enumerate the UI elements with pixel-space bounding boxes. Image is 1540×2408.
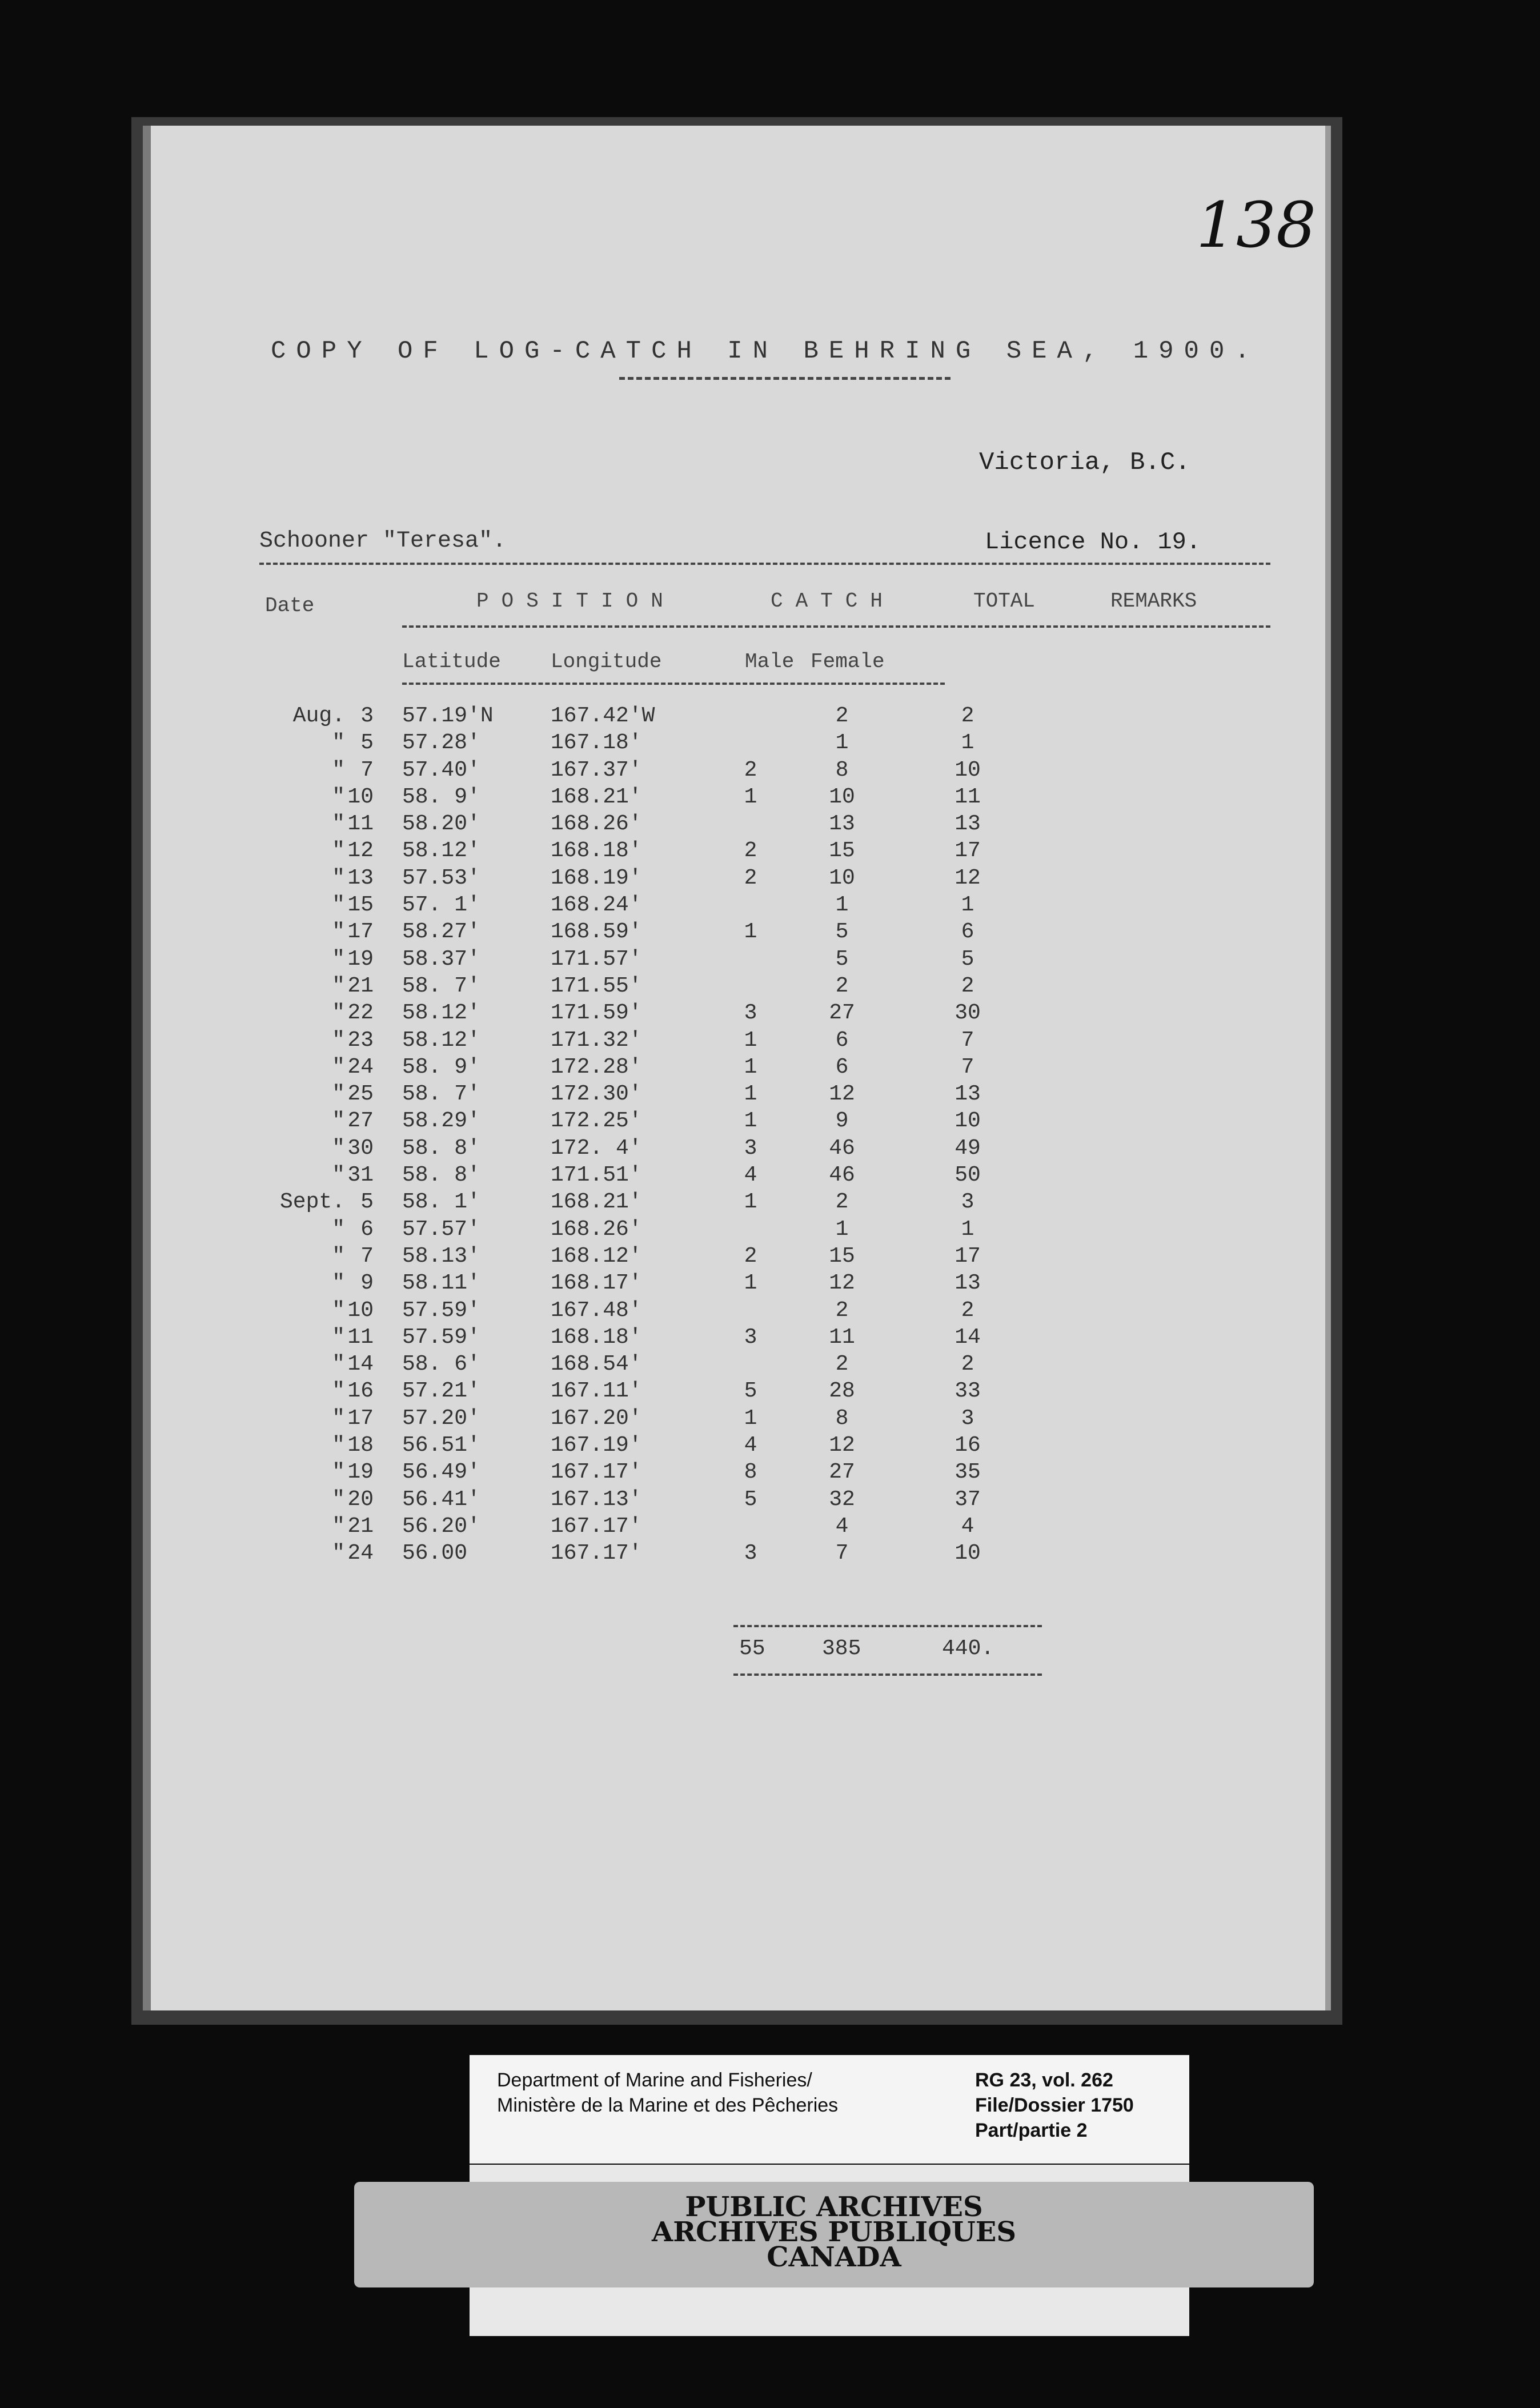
row-day: 21 — [347, 973, 374, 998]
row-day: 24 — [347, 1541, 374, 1566]
row-female: 5 — [835, 946, 849, 972]
table-row — [151, 947, 1325, 974]
row-month: " — [332, 920, 345, 945]
row-male: 1 — [744, 1190, 757, 1215]
row-male: 1 — [744, 920, 757, 945]
row-longitude: 168.24' — [551, 893, 642, 918]
row-day: 13 — [347, 865, 374, 890]
table-row — [151, 1001, 1325, 1028]
row-longitude: 172.30' — [551, 1082, 642, 1107]
row-male: 1 — [744, 1271, 757, 1296]
row-longitude: 168.18' — [551, 1325, 642, 1350]
row-month: " — [332, 1487, 345, 1512]
row-total: 33 — [955, 1379, 981, 1404]
row-day: 3 — [360, 704, 374, 728]
row-longitude: 168.59' — [551, 920, 642, 945]
table-row — [151, 785, 1325, 812]
log-table-body — [151, 704, 1325, 1568]
header-date: Date — [265, 594, 315, 617]
row-latitude: 57.59' — [402, 1325, 480, 1350]
stamp-line-2: ARCHIVES PUBLIQUES — [652, 2216, 1016, 2248]
row-total: 2 — [961, 704, 974, 728]
row-longitude: 171.55' — [551, 973, 642, 998]
table-row — [151, 866, 1325, 893]
row-longitude: 168.21' — [551, 1190, 642, 1215]
row-latitude: 56.00 — [402, 1541, 468, 1566]
row-latitude: 58.11' — [402, 1271, 480, 1296]
row-month: " — [332, 973, 345, 998]
row-month: " — [332, 1406, 345, 1431]
row-longitude: 167.17' — [551, 1460, 642, 1485]
row-female: 2 — [835, 704, 849, 728]
row-female: 13 — [829, 812, 855, 837]
row-latitude: 56.41' — [402, 1487, 480, 1512]
row-day: 10 — [347, 784, 374, 809]
row-month: " — [332, 812, 345, 837]
row-total: 17 — [955, 1243, 981, 1269]
header-male: Male — [745, 650, 795, 673]
table-row — [151, 838, 1325, 865]
row-female: 46 — [829, 1163, 855, 1188]
table-row — [151, 758, 1325, 785]
row-month: " — [332, 1109, 345, 1134]
table-row — [151, 1298, 1325, 1325]
row-total: 2 — [961, 1298, 974, 1323]
row-female: 6 — [835, 1054, 849, 1079]
row-latitude: 58. 8' — [402, 1135, 480, 1161]
row-day: 10 — [347, 1298, 374, 1323]
row-male: 5 — [744, 1487, 757, 1512]
row-total: 10 — [955, 1109, 981, 1134]
row-female: 46 — [829, 1135, 855, 1161]
row-female: 15 — [829, 838, 855, 864]
row-day: 9 — [360, 1271, 374, 1296]
row-longitude: 168.18' — [551, 838, 642, 864]
row-month: " — [332, 1433, 345, 1458]
row-male: 8 — [744, 1460, 757, 1485]
row-month: " — [332, 757, 345, 782]
row-total: 4 — [961, 1514, 974, 1539]
header-female: Female — [811, 650, 885, 673]
row-month: " — [332, 731, 345, 756]
row-total: 3 — [961, 1406, 974, 1431]
row-month: " — [332, 1298, 345, 1323]
row-latitude: 57.28' — [402, 731, 480, 756]
row-day: 21 — [347, 1514, 374, 1539]
table-row — [151, 1352, 1325, 1379]
header-longitude: Longitude — [551, 650, 662, 673]
table-row — [151, 1487, 1325, 1514]
table-row — [151, 1460, 1325, 1487]
row-female: 32 — [829, 1487, 855, 1512]
row-month: " — [332, 1514, 345, 1539]
table-row — [151, 1244, 1325, 1271]
row-day: 17 — [347, 920, 374, 945]
licence-number: Licence No. 19. — [985, 528, 1201, 556]
row-female: 12 — [829, 1271, 855, 1296]
row-total: 7 — [961, 1028, 974, 1053]
row-day: 20 — [347, 1487, 374, 1512]
header-top-rule — [259, 563, 1270, 565]
row-latitude: 58. 6' — [402, 1352, 480, 1377]
table-row — [151, 893, 1325, 920]
row-latitude: 57.57' — [402, 1217, 480, 1242]
row-longitude: 168.26' — [551, 1217, 642, 1242]
row-total: 49 — [955, 1135, 981, 1161]
row-male: 4 — [744, 1433, 757, 1458]
row-month: " — [332, 1379, 345, 1404]
row-longitude: 171.57' — [551, 946, 642, 972]
row-day: 14 — [347, 1352, 374, 1377]
row-latitude: 58.12' — [402, 1028, 480, 1053]
row-month: " — [332, 1054, 345, 1079]
row-latitude: 58.13' — [402, 1243, 480, 1269]
table-row — [151, 1271, 1325, 1298]
row-male: 3 — [744, 1541, 757, 1566]
totals-top-rule — [733, 1625, 1042, 1627]
header-mid-rule — [402, 625, 1270, 628]
record-group: RG 23, vol. 262 — [975, 2069, 1113, 2091]
row-male: 1 — [744, 1054, 757, 1079]
row-female: 8 — [835, 1406, 849, 1431]
row-longitude: 172. 4' — [551, 1135, 642, 1161]
row-day: 31 — [347, 1163, 374, 1188]
row-month: " — [332, 1271, 345, 1296]
row-male: 1 — [744, 1109, 757, 1134]
row-female: 27 — [829, 1460, 855, 1485]
grand-total: 440. — [942, 1636, 994, 1661]
row-longitude: 171.32' — [551, 1028, 642, 1053]
row-male: 2 — [744, 865, 757, 890]
table-row — [151, 1217, 1325, 1244]
row-total: 12 — [955, 865, 981, 890]
row-month: " — [332, 1082, 345, 1107]
row-female: 28 — [829, 1379, 855, 1404]
row-day: 19 — [347, 1460, 374, 1485]
row-day: 5 — [360, 1190, 374, 1215]
row-female: 7 — [835, 1541, 849, 1566]
row-latitude: 57.20' — [402, 1406, 480, 1431]
row-total: 14 — [955, 1325, 981, 1350]
stamp-line-1: PUBLIC ARCHIVES — [685, 2191, 983, 2223]
row-female: 4 — [835, 1514, 849, 1539]
row-latitude: 58. 9' — [402, 1054, 480, 1079]
table-row — [151, 704, 1325, 731]
row-month: " — [332, 1217, 345, 1242]
row-day: 30 — [347, 1135, 374, 1161]
row-month: " — [332, 784, 345, 809]
row-day: 7 — [360, 757, 374, 782]
table-row — [151, 1325, 1325, 1352]
row-day: 12 — [347, 838, 374, 864]
table-row — [151, 1379, 1325, 1406]
row-total: 13 — [955, 1082, 981, 1107]
table-row — [151, 1541, 1325, 1568]
header-position: POSITION — [476, 589, 676, 613]
row-male: 2 — [744, 838, 757, 864]
row-latitude: 57.21' — [402, 1379, 480, 1404]
row-longitude: 171.51' — [551, 1163, 642, 1188]
row-month: Aug. — [292, 704, 345, 728]
table-row — [151, 1163, 1325, 1190]
dept-french: Ministère de la Marine et des Pêcheries — [497, 2094, 839, 2116]
row-month: " — [332, 1135, 345, 1161]
row-latitude: 56.51' — [402, 1433, 480, 1458]
row-male: 2 — [744, 757, 757, 782]
row-latitude: 58. 7' — [402, 973, 480, 998]
row-month: " — [332, 1163, 345, 1188]
row-longitude: 167.20' — [551, 1406, 642, 1431]
row-month: " — [332, 1028, 345, 1053]
row-latitude: 58. 7' — [402, 1082, 480, 1107]
row-month: " — [332, 893, 345, 918]
row-latitude: 58.27' — [402, 920, 480, 945]
row-latitude: 56.49' — [402, 1460, 480, 1485]
row-latitude: 58.20' — [402, 812, 480, 837]
header-catch: CATCH — [771, 589, 896, 613]
row-day: 16 — [347, 1379, 374, 1404]
row-female: 1 — [835, 1217, 849, 1242]
total-male: 55 — [739, 1636, 765, 1661]
row-male: 5 — [744, 1379, 757, 1404]
row-female: 6 — [835, 1028, 849, 1053]
row-total: 6 — [961, 920, 974, 945]
row-longitude: 172.25' — [551, 1109, 642, 1134]
part-number: Part/partie 2 — [975, 2120, 1088, 2141]
row-longitude: 167.19' — [551, 1433, 642, 1458]
row-total: 35 — [955, 1460, 981, 1485]
row-latitude: 58.12' — [402, 1001, 480, 1026]
row-female: 11 — [829, 1325, 855, 1350]
row-longitude: 167.37' — [551, 757, 642, 782]
row-total: 1 — [961, 1217, 974, 1242]
table-row — [151, 1028, 1325, 1055]
row-longitude: 167.13' — [551, 1487, 642, 1512]
row-total: 2 — [961, 1352, 974, 1377]
row-day: 7 — [360, 1243, 374, 1269]
row-longitude: 168.26' — [551, 812, 642, 837]
row-female: 10 — [829, 784, 855, 809]
row-female: 2 — [835, 1352, 849, 1377]
table-row — [151, 920, 1325, 946]
place-line: Victoria, B.C. — [979, 448, 1190, 477]
row-day: 11 — [347, 812, 374, 837]
row-female: 27 — [829, 1001, 855, 1026]
row-longitude: 167.42'W — [551, 704, 655, 728]
row-total: 2 — [961, 973, 974, 998]
row-month: " — [332, 1001, 345, 1026]
row-latitude: 58. 8' — [402, 1163, 480, 1188]
row-latitude: 56.20' — [402, 1514, 480, 1539]
row-latitude: 57. 1' — [402, 893, 480, 918]
row-month: " — [332, 1541, 345, 1566]
totals-bottom-rule — [733, 1673, 1042, 1676]
row-month: " — [332, 865, 345, 890]
row-male: 4 — [744, 1163, 757, 1188]
table-row — [151, 1433, 1325, 1460]
row-longitude: 171.59' — [551, 1001, 642, 1026]
row-male: 1 — [744, 784, 757, 809]
row-month: " — [332, 1460, 345, 1485]
row-longitude: 168.12' — [551, 1243, 642, 1269]
row-day: 6 — [360, 1217, 374, 1242]
row-female: 5 — [835, 920, 849, 945]
row-latitude: 58. 9' — [402, 784, 480, 809]
row-day: 19 — [347, 946, 374, 972]
table-row — [151, 1190, 1325, 1217]
row-female: 2 — [835, 973, 849, 998]
row-female: 15 — [829, 1243, 855, 1269]
header-latitude: Latitude — [402, 650, 501, 673]
row-total: 5 — [961, 946, 974, 972]
title-underline — [619, 377, 951, 380]
row-total: 7 — [961, 1054, 974, 1079]
table-row — [151, 1055, 1325, 1082]
row-longitude: 167.48' — [551, 1298, 642, 1323]
row-month: " — [332, 838, 345, 864]
row-day: 23 — [347, 1028, 374, 1053]
row-longitude: 167.18' — [551, 731, 642, 756]
stamp-line-3: CANADA — [767, 2241, 901, 2273]
table-row — [151, 812, 1325, 838]
row-day: 27 — [347, 1109, 374, 1134]
row-longitude: 167.17' — [551, 1541, 642, 1566]
row-latitude: 57.40' — [402, 757, 480, 782]
row-latitude: 57.59' — [402, 1298, 480, 1323]
row-month: " — [332, 1243, 345, 1269]
header-bottom-rule — [402, 683, 945, 685]
row-day: 24 — [347, 1054, 374, 1079]
file-number: File/Dossier 1750 — [975, 2094, 1134, 2116]
row-longitude: 168.19' — [551, 865, 642, 890]
row-longitude: 167.17' — [551, 1514, 642, 1539]
row-male: 3 — [744, 1001, 757, 1026]
row-female: 1 — [835, 893, 849, 918]
row-male: 2 — [744, 1243, 757, 1269]
table-row — [151, 974, 1325, 1001]
row-day: 17 — [347, 1406, 374, 1431]
row-month: Sept. — [279, 1190, 345, 1215]
row-female: 1 — [835, 731, 849, 756]
row-male: 1 — [744, 1082, 757, 1107]
document-title: COPY OF LOG-CATCH IN BEHRING SEA, 1900. — [271, 337, 1260, 366]
table-row — [151, 1514, 1325, 1541]
row-month: " — [332, 1325, 345, 1350]
row-month: " — [332, 946, 345, 972]
row-day: 18 — [347, 1433, 374, 1458]
row-longitude: 167.11' — [551, 1379, 642, 1404]
row-total: 17 — [955, 838, 981, 864]
dept-english: Department of Marine and Fisheries/ — [497, 2069, 812, 2091]
row-longitude: 168.17' — [551, 1271, 642, 1296]
row-female: 8 — [835, 757, 849, 782]
header-remarks: REMARKS — [1110, 589, 1197, 613]
document-sheet — [143, 126, 1331, 2010]
row-total: 1 — [961, 893, 974, 918]
row-female: 9 — [835, 1109, 849, 1134]
table-row — [151, 1406, 1325, 1433]
row-day: 15 — [347, 893, 374, 918]
row-total: 3 — [961, 1190, 974, 1215]
row-latitude: 57.53' — [402, 865, 480, 890]
row-total: 50 — [955, 1163, 981, 1188]
row-total: 10 — [955, 757, 981, 782]
row-total: 30 — [955, 1001, 981, 1026]
row-total: 37 — [955, 1487, 981, 1512]
row-female: 2 — [835, 1190, 849, 1215]
table-row — [151, 1136, 1325, 1163]
table-row — [151, 1109, 1325, 1135]
row-latitude: 58.29' — [402, 1109, 480, 1134]
row-total: 11 — [955, 784, 981, 809]
row-month: " — [332, 1352, 345, 1377]
row-total: 13 — [955, 812, 981, 837]
row-longitude: 168.21' — [551, 784, 642, 809]
row-day: 11 — [347, 1325, 374, 1350]
row-total: 1 — [961, 731, 974, 756]
row-latitude: 57.19'N — [402, 704, 494, 728]
row-female: 12 — [829, 1433, 855, 1458]
row-longitude: 172.28' — [551, 1054, 642, 1079]
page-number: 138 — [1196, 188, 1316, 262]
row-male: 1 — [744, 1406, 757, 1431]
row-latitude: 58. 1' — [402, 1190, 480, 1215]
table-row — [151, 731, 1325, 757]
archives-stamp — [354, 2182, 1314, 2287]
vessel-name: Schooner "Teresa". — [259, 528, 507, 554]
row-day: 25 — [347, 1082, 374, 1107]
row-male: 3 — [744, 1135, 757, 1161]
row-female: 2 — [835, 1298, 849, 1323]
row-total: 16 — [955, 1433, 981, 1458]
row-longitude: 168.54' — [551, 1352, 642, 1377]
total-female: 385 — [822, 1636, 861, 1661]
row-male: 1 — [744, 1028, 757, 1053]
header-total: TOTAL — [973, 589, 1036, 613]
row-day: 5 — [360, 731, 374, 756]
row-female: 10 — [829, 865, 855, 890]
row-total: 13 — [955, 1271, 981, 1296]
row-male: 3 — [744, 1325, 757, 1350]
row-day: 22 — [347, 1001, 374, 1026]
row-total: 10 — [955, 1541, 981, 1566]
row-female: 12 — [829, 1082, 855, 1107]
table-row — [151, 1082, 1325, 1109]
row-latitude: 58.37' — [402, 946, 480, 972]
archive-reference-label — [470, 2055, 1189, 2164]
row-latitude: 58.12' — [402, 838, 480, 864]
